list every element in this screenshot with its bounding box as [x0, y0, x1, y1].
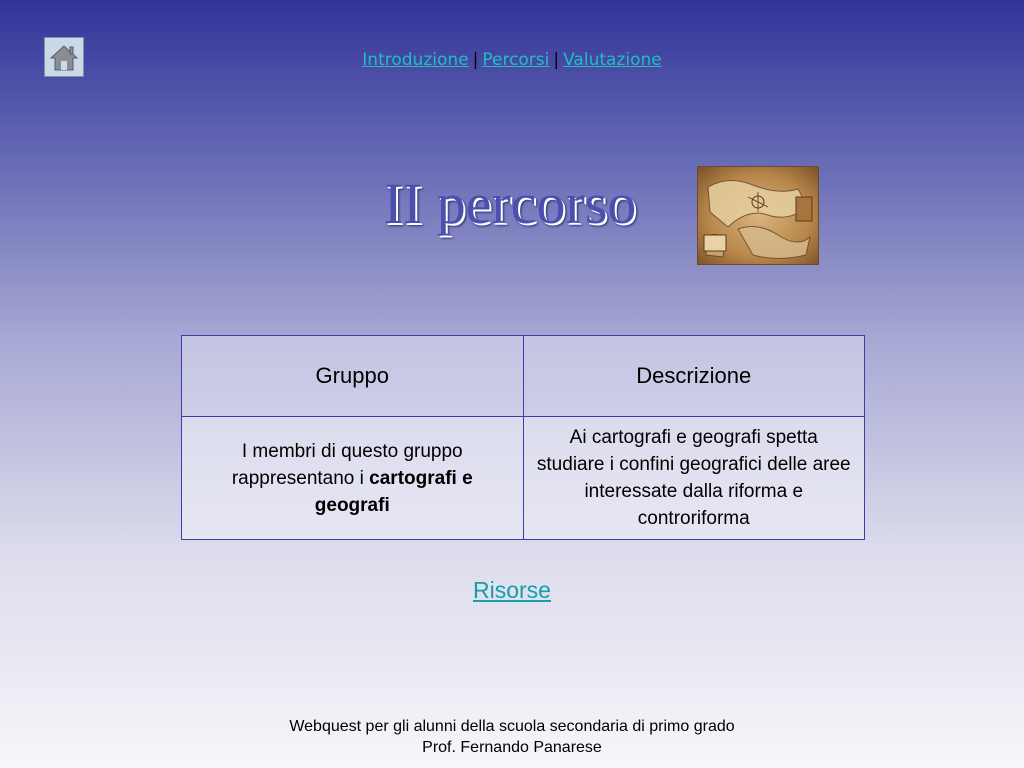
table-header-row — [182, 336, 865, 417]
nav-link-valutazione[interactable]: Valutazione — [563, 50, 662, 70]
cell-descrizione: Ai cartografi e geografi spetta studiare i confini geografici delle aree interessate dalla riforma e controriforma — [523, 417, 865, 540]
nav-separator: | — [553, 50, 560, 70]
nav-link-percorsi[interactable]: Percorsi — [482, 50, 550, 70]
groups-table — [181, 335, 865, 540]
header-gruppo: Gruppo — [182, 336, 524, 417]
footer — [0, 716, 1024, 758]
gruppo-bold-text: cartografi e geografi — [314, 467, 473, 516]
gruppo-text: I membri di questo gruppo rappresentano i — [231, 440, 463, 489]
nav-link-introduzione[interactable]: Introduzione — [362, 50, 469, 70]
table-row — [182, 417, 865, 540]
old-map-image — [697, 166, 819, 265]
footer-line-1: Webquest per gli alunni della scuola secondaria di primo grado — [289, 718, 735, 735]
risorse-container — [0, 577, 1024, 604]
nav-separator: | — [472, 50, 479, 70]
top-navigation — [0, 50, 1024, 70]
risorse-link[interactable]: Risorse — [473, 577, 551, 603]
cell-gruppo — [182, 417, 524, 540]
page-title: II percorso — [383, 171, 637, 236]
header-descrizione: Descrizione — [523, 336, 865, 417]
footer-line-2: Prof. Fernando Panarese — [422, 739, 602, 756]
